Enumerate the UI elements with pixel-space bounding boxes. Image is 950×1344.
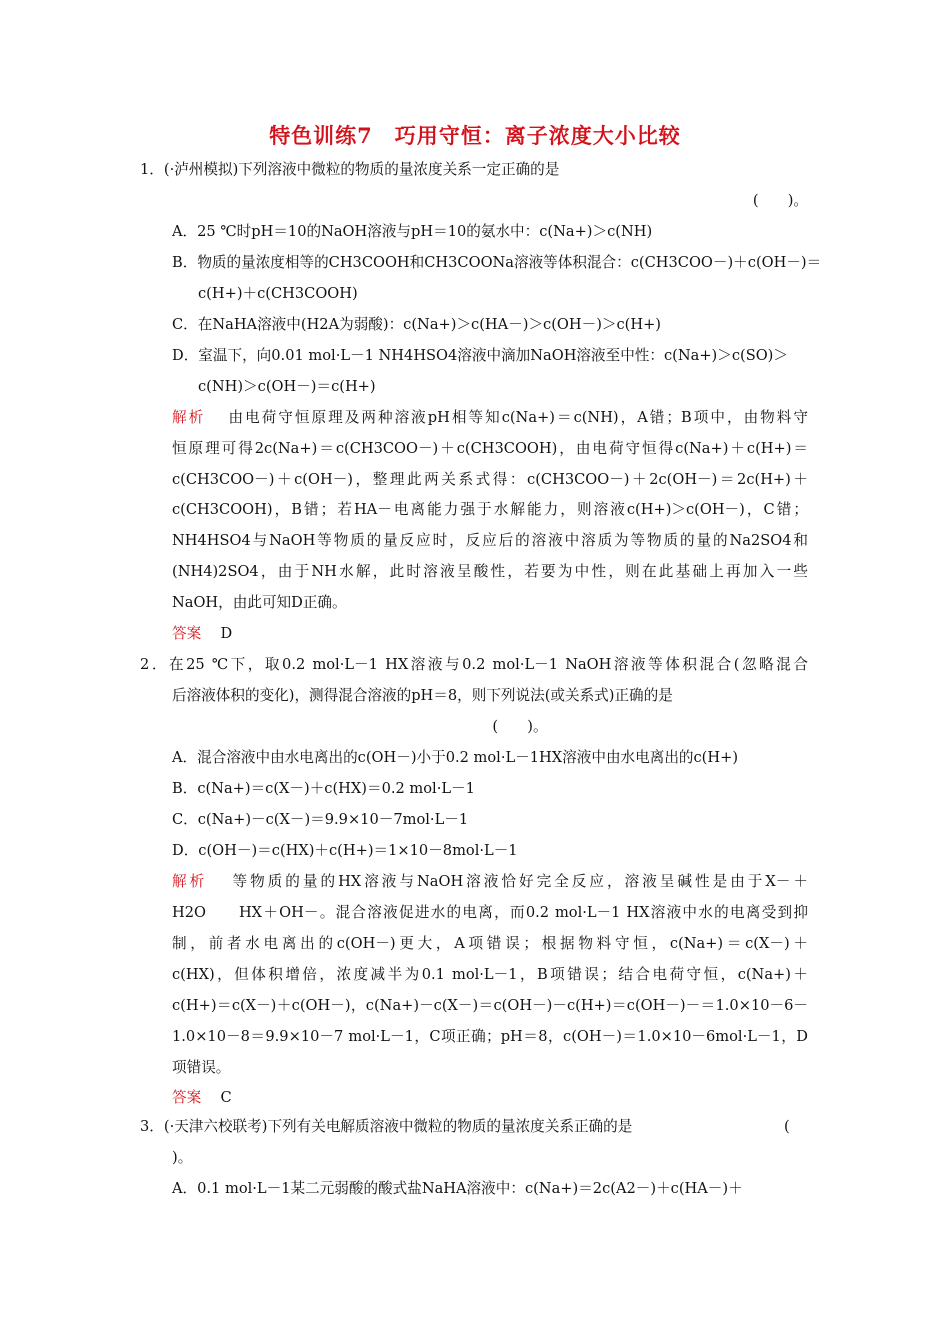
- q1-option-a: A．25 ℃时pH＝10的NaOH溶液与pH＝10的氨水中：c(Na+)＞c(NH): [172, 223, 653, 240]
- q2-option-d: D．c(OH－)＝c(HX)＋c(H+)＝1×10－8mol·L－1: [172, 842, 518, 859]
- q3-option-a: A．0.1 mol·L－1某二元弱酸的酸式盐NaHA溶液中：c(Na+)＝2c(A2－)＋c(HA－)＋: [172, 1180, 743, 1197]
- q1-analysis-line: NH4HSO4与NaOH等物质的量反应时，反应后的溶液中溶质为等物质的量的Na2SO4和: [172, 532, 808, 549]
- q2-analysis-line: H2O HX＋OH－。混合溶液促进水的电离，而0.2 mol·L－1 HX溶液中水的电离受到抑: [172, 904, 808, 921]
- q2-analysis-line: c(HX)，但体积增倍，浓度减半为0.1 mol·L－1，B项错误；结合电荷守恒，c(Na+)＋: [172, 966, 808, 983]
- analysis-label: 解析: [172, 409, 206, 426]
- q2-answer: C: [220, 1089, 232, 1106]
- q2-stem: 2．在25 ℃下，取0.2 mol·L－1 HX溶液与0.2 mol·L－1 NaOH溶液等体积混合(忽略混合: [140, 656, 808, 673]
- q1-stem: 1．(·泸州模拟)下列溶液中微粒的物质的量浓度关系一定正确的是: [140, 161, 560, 178]
- q1-analysis-line: NaOH，由此可知D正确。: [172, 594, 347, 611]
- q1-answer-bracket: ( )。: [752, 192, 808, 209]
- q1-analysis-line: c(CH3COO－)＋c(OH－)，整理此两关系式得：c(CH3COO－)＋2c(OH－)＝2c(H+)＋: [172, 471, 808, 488]
- q2-analysis-line: 制，前者水电离出的c(OH－)更大，A项错误；根据物料守恒，c(Na+)＝c(X－)＋: [172, 935, 808, 952]
- q2-answer-line: [172, 1088, 232, 1108]
- q2-analysis-line: 解析 等物质的量的HX溶液与NaOH溶液恰好完全反应，溶液呈碱性是由于X－＋: [172, 873, 808, 890]
- q3-stem: 3．(·天津六校联考)下列有关电解质溶液中微粒的物质的量浓度关系正确的是: [140, 1118, 633, 1135]
- q1-analysis-line: (NH4)2SO4，由于NH水解，此时溶液呈酸性，若要为中性，则在此基础上再加入一些: [172, 563, 808, 580]
- q3-bracket-open: (: [784, 1118, 790, 1135]
- q2-option-b: B．c(Na+)＝c(X－)＋c(HX)＝0.2 mol·L－1: [172, 780, 475, 797]
- q1-answer: D: [220, 625, 233, 642]
- q1-analysis-line: 解析 由电荷守恒原理及两种溶液pH相等知c(Na+)＝c(NH)，A错；B项中，由物料守: [172, 409, 808, 426]
- answer-label: 答案: [172, 625, 202, 642]
- q2-analysis-line: 项错误。: [172, 1059, 231, 1076]
- q2-analysis-line: c(H+)＝c(X－)＋c(OH－)，c(Na+)－c(X－)＝c(OH－)－c(H+)＝c(OH－)－＝1.0×10－6－: [172, 997, 808, 1014]
- q1-option-c: C．在NaHA溶液中(H2A为弱酸)：c(Na+)＞c(HA－)＞c(OH－)＞c(H+): [172, 316, 662, 333]
- q2-option-a: A．混合溶液中由水电离出的c(OH－)小于0.2 mol·L－1HX溶液中由水电离出的c(H+): [172, 749, 739, 766]
- q2-option-c: C．c(Na+)－c(X－)＝9.9×10－7mol·L－1: [172, 811, 469, 828]
- q1-option-b: B．物质的量浓度相等的CH3COOH和CH3COONa溶液等体积混合：c(CH3COO－)＋c(OH－)＝: [172, 254, 822, 271]
- q2-analysis-line: 1.0×10－8＝9.9×10－7 mol·L－1，C项正确；pH＝8，c(OH－)＝1.0×10－6mol·L－1，D: [172, 1028, 808, 1045]
- q2-answer-bracket: ( )。: [492, 718, 548, 735]
- page-title: 特色训练7 巧用守恒：离子浓度大小比较: [269, 123, 681, 148]
- analysis-label: 解析: [172, 873, 208, 890]
- q1-option-b-cont: c(H+)＋c(CH3COOH): [198, 285, 358, 302]
- q1-option-d-cont: c(NH)＞c(OH－)＝c(H+): [198, 378, 376, 395]
- q1-option-d: D．室温下，向0.01 mol·L－1 NH4HSO4溶液中滴加NaOH溶液至中性：c(Na+)＞c(SO)＞: [172, 347, 788, 364]
- q1-answer-line: [172, 624, 232, 644]
- q2-stem-cont: 后溶液体积的变化)，测得混合溶液的pH＝8，则下列说法(或关系式)正确的是: [172, 687, 673, 704]
- answer-label: 答案: [172, 1089, 202, 1106]
- q3-bracket-close: )。: [172, 1149, 193, 1166]
- q1-analysis-line: c(CH3COOH)，B错；若HA－电离能力强于水解能力，则溶液c(H+)＞c(OH－)，C错；: [172, 501, 808, 518]
- q1-analysis-line: 恒原理可得2c(Na+)＝c(CH3COO－)＋c(CH3COOH)，由电荷守恒得c(Na+)＋c(H+)＝: [172, 440, 808, 457]
